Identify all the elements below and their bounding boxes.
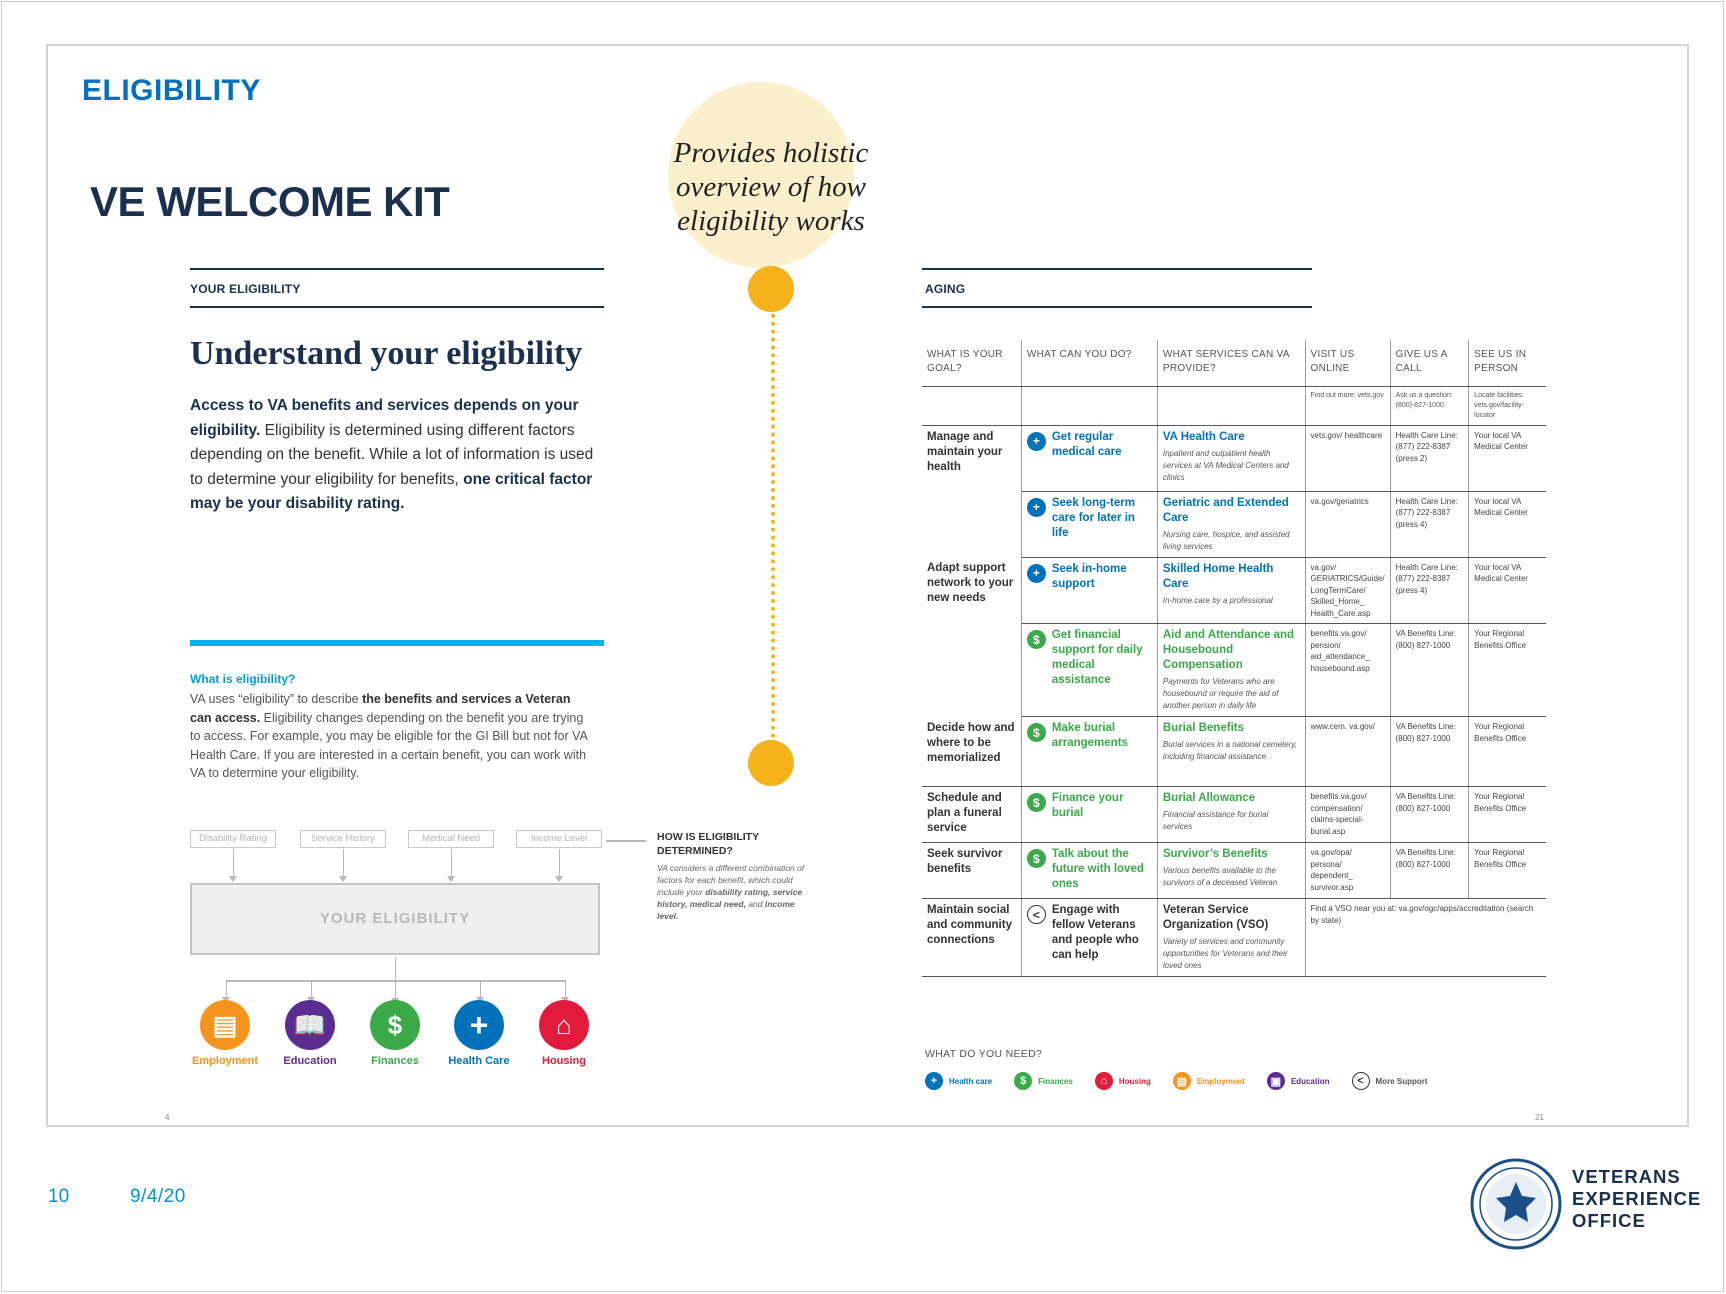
col-header-online: VISIT US ONLINE — [1305, 340, 1390, 386]
house-icon: ⌂ — [539, 1000, 589, 1050]
service-title: Aid and Attendance and Housebound Compensation — [1162, 629, 1295, 671]
table-body — [922, 425, 1546, 977]
note-online: Find out more: vets.gov — [1305, 386, 1390, 425]
dollar-icon: $ — [1027, 723, 1046, 742]
action-text: Make burial arrangements — [1051, 722, 1128, 749]
right-page-number: 21 — [1535, 1113, 1544, 1122]
connector-dot-bottom — [748, 740, 794, 786]
connector-line — [771, 290, 775, 762]
slide-date: 9/4/20 — [130, 1186, 186, 1207]
dollar-icon: $ — [1027, 849, 1046, 868]
person-cell: Your Regional Benefits Office — [1469, 624, 1546, 717]
dollar-icon: $ — [370, 1000, 420, 1050]
online-cell: vets.gov/ healthcare — [1305, 425, 1390, 491]
arrow-down — [233, 849, 234, 881]
col-header-action: WHAT CAN YOU DO? — [1021, 340, 1157, 386]
online-cell: va.gov/opa/ persona/ dependent_ survivor.asp — [1305, 843, 1390, 899]
left-header-rule-top — [190, 268, 604, 270]
legend — [925, 1072, 1428, 1090]
call-cell: Health Care Line: (877) 222-8387 (press 2) — [1390, 425, 1469, 491]
right-page-header: AGING — [925, 282, 966, 296]
action-cell — [1021, 425, 1157, 491]
service-desc: Burial services in a national cemetery, including financial assistance — [1162, 740, 1297, 761]
dollar-icon: $ — [1014, 1072, 1032, 1090]
org-name — [1572, 1166, 1701, 1232]
arrow-down — [343, 849, 344, 881]
action-text: Talk about the future with loved ones — [1051, 848, 1144, 890]
goal-cell — [922, 624, 1021, 717]
call-cell: Health Care Line: (877) 222-8387 (press 4) — [1390, 557, 1469, 624]
online-cell: www.cem. va.gov/ — [1305, 717, 1390, 787]
person-cell: Your local VA Medical Center — [1469, 557, 1546, 624]
service-cell — [1157, 624, 1305, 717]
legend-item — [1173, 1072, 1245, 1090]
call-cell: VA Benefits Line: (800) 827-1000 — [1390, 717, 1469, 787]
service-cell — [1157, 899, 1305, 977]
service-desc: Financial assistance for burial services — [1162, 810, 1269, 831]
cyan-divider — [190, 640, 604, 646]
slide-title: VE WELCOME KIT — [90, 178, 450, 225]
col-header-person: SEE US IN PERSON — [1469, 340, 1546, 386]
call-cell: VA Benefits Line: (800) 827-1000 — [1390, 624, 1469, 717]
table-row — [922, 425, 1546, 491]
call-cell: VA Benefits Line: (800) 827-1000 — [1390, 787, 1469, 843]
your-eligibility-box: YOUR ELIGIBILITY — [190, 883, 600, 955]
goal-cell: Decide how and where to be memorialized — [922, 717, 1021, 787]
col-header-call: GIVE US A CALL — [1390, 340, 1469, 386]
book-icon: 📖 — [285, 1000, 335, 1050]
category-health-care: Health Care — [448, 1055, 510, 1067]
legend-label: Housing — [1118, 1076, 1151, 1086]
legend-label: More Support — [1375, 1076, 1428, 1086]
left-page-header: YOUR ELIGIBILITY — [190, 282, 301, 296]
online-cell: va.gov/ GERIATRICS/Guide/ LongTermCare/ Skilled_Home_ Health_Care.asp — [1305, 557, 1390, 624]
action-cell — [1021, 843, 1157, 899]
health-care-icon: + — [1027, 564, 1046, 583]
left-page-heading: Understand your eligibility — [190, 335, 583, 372]
left-intro-paragraph: Access to VA benefits and services depends on your eligibility. Eligibility is determined using different factors depending on the benefit. While a lot of information is used to determine your eligibility for benefits, one critical factor may be your disability rating. — [190, 397, 594, 512]
action-text: Engage with fellow Veterans and people who can help — [1051, 904, 1139, 961]
slide-number: 10 — [48, 1186, 70, 1207]
goal-cell: Manage and maintain your health — [922, 425, 1021, 491]
factor-disability-rating: Disability Rating — [190, 830, 276, 848]
service-desc: In-home care by a professional — [1162, 595, 1273, 605]
how-determined-text: VA considers a different combination of factors for each benefit, which could include your disability rating, service history, medical need, and income level. — [657, 863, 805, 921]
book-icon: ▣ — [1267, 1072, 1285, 1090]
legend-item — [1014, 1072, 1073, 1090]
action-cell — [1021, 899, 1157, 977]
table-row — [922, 843, 1546, 899]
how-connector — [606, 840, 646, 842]
person-cell: Your Regional Benefits Office — [1469, 717, 1546, 787]
service-desc: Variety of services and community opportunities for Veterans and their loved ones — [1162, 937, 1288, 970]
person-cell: Your Regional Benefits Office — [1469, 843, 1546, 899]
health-care-icon: + — [1027, 432, 1046, 451]
org-name-line: EXPERIENCE — [1572, 1188, 1702, 1209]
service-title: VA Health Care — [1162, 430, 1245, 443]
arrow-down — [451, 849, 452, 881]
service-cell — [1157, 843, 1305, 899]
service-desc: Various benefits available to the survivors of a deceased Veteran — [1162, 866, 1278, 887]
callout-text: Provides holistic overview of how eligibility works — [673, 137, 869, 237]
col-header-goal: WHAT IS YOUR GOAL? — [922, 340, 1021, 386]
person-cell: Your local VA Medical Center — [1469, 491, 1546, 557]
service-title: Survivor’s Benefits — [1162, 848, 1268, 860]
how-determined-heading: HOW IS ELIGIBILITY DETERMINED? — [657, 831, 759, 857]
goal-cell: Seek survivor benefits — [922, 843, 1021, 899]
category-housing: Housing — [542, 1055, 586, 1067]
service-cell — [1157, 557, 1305, 624]
col-header-services: WHAT SERVICES CAN VA PROVIDE? — [1157, 340, 1305, 386]
call-cell: VA Benefits Line: (800) 827-1000 — [1390, 843, 1469, 899]
what-is-eligibility-text: VA uses “eligibility” to describe the benefits and services a Veteran can access. Eligibility changes depending on the benefit you are trying to access. For example, you may be eligible for the GI Bill but not for VA Health Care. If you are interested in a certain benefit, you can work with VA to determine your eligibility. — [190, 692, 588, 780]
service-title: Geriatric and Extended Care — [1162, 496, 1289, 524]
arrow-down — [559, 849, 560, 881]
action-text: Get financial support for daily medical assistance — [1051, 629, 1143, 686]
legend-label: Finances — [1038, 1076, 1073, 1086]
service-title: Burial Benefits — [1162, 722, 1245, 734]
person-cell: Your Regional Benefits Office — [1469, 787, 1546, 843]
legend-label: Health care — [949, 1076, 993, 1086]
table-row — [922, 717, 1546, 787]
table-row — [922, 899, 1546, 977]
goal-cell: Schedule and plan a funeral service — [922, 787, 1021, 843]
what-is-eligibility-heading: What is eligibility? — [190, 672, 296, 686]
action-cell — [1021, 557, 1157, 624]
note-person: Locate facilities: vets.gov/facility-locator — [1469, 386, 1546, 425]
table-row — [922, 557, 1546, 624]
action-cell — [1021, 491, 1157, 557]
what-do-you-need-heading: WHAT DO YOU NEED? — [925, 1048, 1043, 1060]
arrow-down — [480, 980, 481, 1002]
service-cell — [1157, 717, 1305, 787]
goal-cell: Adapt support network to your new needs — [922, 557, 1021, 624]
action-text: Finance your burial — [1051, 792, 1124, 819]
table-row — [922, 624, 1546, 717]
online-cell: benefits.va.gov/ compensation/ claims-special- burial.asp — [1305, 787, 1390, 843]
branch-line — [226, 980, 566, 982]
service-cell — [1157, 491, 1305, 557]
dollar-icon: $ — [1027, 793, 1046, 812]
legend-label: Education — [1290, 1076, 1330, 1086]
cross-icon: + — [454, 1000, 504, 1050]
action-text: Seek in-home support — [1051, 562, 1127, 590]
right-header-rule-bottom — [922, 306, 1312, 308]
online-cell: va.gov/geriatrics — [1305, 491, 1390, 557]
table-row — [922, 491, 1546, 557]
left-page-number: 4 — [165, 1113, 170, 1122]
section-label: ELIGIBILITY — [82, 74, 261, 107]
dollar-icon: $ — [1027, 630, 1046, 649]
arrow-down — [311, 980, 312, 1002]
service-title: Veteran Service Organization (VSO) — [1162, 904, 1269, 931]
left-header-rule-bottom — [190, 306, 604, 308]
legend-label: Employment — [1196, 1076, 1245, 1086]
factor-service-history: Service History — [300, 830, 386, 848]
service-desc: Payments for Veterans who are housebound or require the aid of another person in daily life — [1162, 677, 1279, 710]
category-finances: Finances — [371, 1055, 419, 1067]
table-row — [922, 787, 1546, 843]
share-icon: < — [1027, 905, 1046, 924]
org-name-line: OFFICE — [1572, 1210, 1646, 1231]
category-education: Education — [283, 1055, 337, 1067]
factor-income-level: Income Level — [516, 830, 602, 848]
goal-cell: Maintain social and community connections — [922, 899, 1021, 977]
service-desc: Inpatient and outpatient health services at VA Medical Centers and clinics — [1162, 448, 1289, 482]
house-icon: ⌂ — [1095, 1072, 1113, 1090]
cross-icon: + — [925, 1072, 943, 1090]
call-cell: Health Care Line: (877) 222-8387 (press 4) — [1390, 491, 1469, 557]
factor-medical-need: Medical Need — [408, 830, 494, 848]
service-desc: Nursing care, hospice, and assisted living services — [1162, 529, 1290, 551]
share-icon: < — [1352, 1072, 1370, 1090]
service-title: Skilled Home Health Care — [1162, 562, 1274, 590]
legend-item — [1352, 1072, 1428, 1090]
action-text: Seek long-term care for later in life — [1051, 496, 1135, 539]
health-care-icon: + — [1027, 498, 1046, 517]
goal-cell — [922, 491, 1021, 557]
person-cell: Your local VA Medical Center — [1469, 425, 1546, 491]
legend-item — [925, 1072, 992, 1090]
arrow-down — [565, 980, 566, 1002]
legend-item — [1267, 1072, 1330, 1090]
service-cell — [1157, 787, 1305, 843]
aging-table — [922, 340, 1546, 977]
table-header-row — [922, 340, 1546, 386]
briefcase-icon: ▤ — [1173, 1072, 1191, 1090]
org-name-line: VETERANS — [1572, 1166, 1681, 1187]
online-cell: benefits.va.gov/ pension/ aid_attendance_ housebound.asp — [1305, 624, 1390, 717]
service-cell — [1157, 425, 1305, 491]
action-cell — [1021, 624, 1157, 717]
action-text: Get regular medical care — [1051, 430, 1122, 458]
table-notes-row — [922, 386, 1546, 425]
briefcase-icon: ▤ — [200, 1000, 250, 1050]
category-employment: Employment — [191, 1055, 258, 1067]
action-cell — [1021, 787, 1157, 843]
right-header-rule-top — [922, 268, 1312, 270]
legend-item — [1095, 1072, 1151, 1090]
note-call: Ask us a question: (800)-827-1000 — [1390, 386, 1469, 425]
vso-note: Find a VSO near you at: va.gov/ogc/apps/accreditation (search by state) — [1305, 899, 1546, 977]
action-cell — [1021, 717, 1157, 787]
va-seal-logo — [1470, 1158, 1562, 1250]
service-title: Burial Allowance — [1162, 792, 1256, 804]
arrow-down — [226, 980, 227, 1002]
